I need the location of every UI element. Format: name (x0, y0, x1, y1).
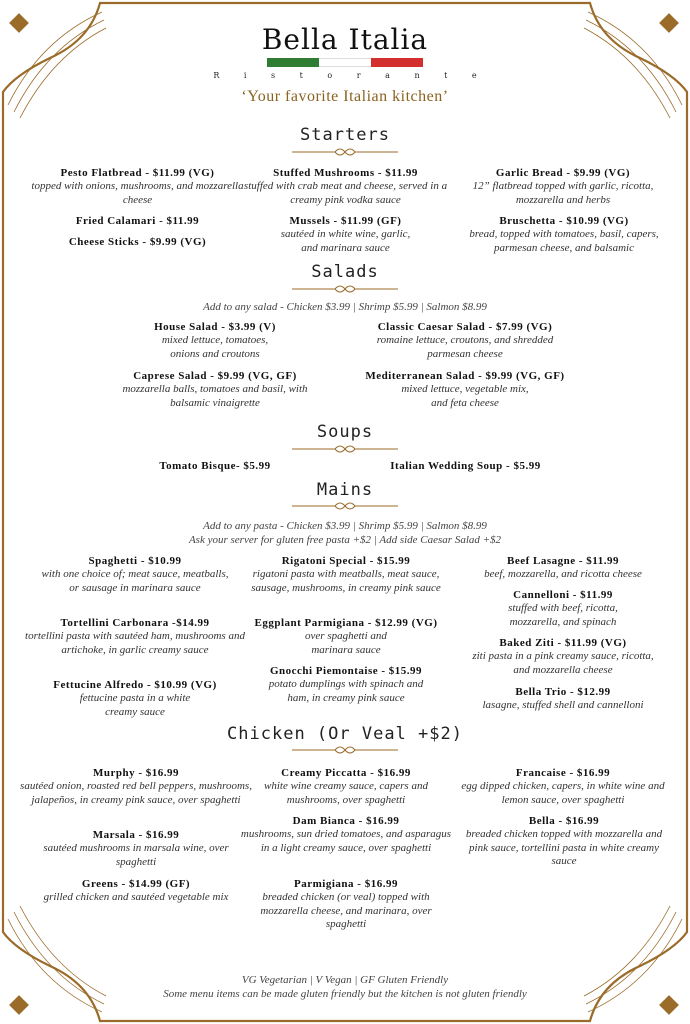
italian-flag-stripe (267, 58, 423, 67)
flourish-divider (0, 283, 690, 295)
flourish-divider (0, 443, 690, 455)
menu-item: Fried Calamari - $11.99 (75, 215, 200, 227)
menu-header (0, 22, 690, 106)
menu-item: Garlic Bread - $9.99 (VG) 12” flatbread topped with garlic, ricotta, mozzarella and herbs (472, 167, 654, 206)
gluten-free-note: Ask your server for gluten free pasta +$2 | Add side Caesar Salad +$2 (188, 534, 502, 546)
section-title-chicken: Chicken (Or Veal +$2) (227, 724, 463, 744)
menu-item: Beef Lasagne - $11.99 beef, mozzarella, and ricotta cheese (484, 555, 642, 580)
menu-item: Rigatoni Special - $15.99 rigatoni pasta with meatballs, meat sauce, sausage, mushrooms, in creamy pink sauce (251, 555, 441, 594)
section-title-mains: Mains (316, 480, 374, 500)
menu-item: Greens - $14.99 (GF) grilled chicken and sautéed vegetable mix (43, 878, 229, 903)
menu-item: Gnocchi Piemontaise - $15.99 potato dumplings with spinach and ham, in creamy pink sauce (268, 665, 424, 704)
menu-item: Eggplant Parmigiana - $12.99 (VG) over spaghetti and marinara sauce (254, 617, 438, 656)
menu-item: Cheese Sticks - $9.99 (VG) (68, 236, 207, 248)
menu-item: Baked Ziti - $11.99 (VG) ziti pasta in a pink creamy sauce, ricotta, and mozzarella cheese (472, 637, 654, 676)
menu-item: Tomato Bisque- $5.99 (159, 460, 271, 472)
menu-footer (0, 973, 690, 1001)
menu-item: Tortellini Carbonara -$14.99 tortellini pasta with sautéed ham, mushrooms and artichoke, in garlic creamy sauce (25, 617, 245, 656)
menu-item: Bella Trio - $12.99 lasagne, stuffed shell and cannelloni (482, 686, 644, 711)
menu-item: Mediterranean Salad - $9.99 (VG, GF) mixed lettuce, vegetable mix, and feta cheese (365, 370, 565, 409)
menu-item: Pesto Flatbread - $11.99 (VG) topped with onions, mushrooms, and mozzarella cheese (31, 167, 244, 206)
dietary-legend: VG Vegetarian | V Vegan | GF Gluten Friendly (241, 974, 449, 986)
menu-item: Creamy Piccatta - $16.99 white wine creamy sauce, capers and mushrooms, over spaghetti (264, 767, 428, 806)
menu-item: House Salad - $3.99 (V) mixed lettuce, tomatoes, onions and croutons (154, 321, 276, 360)
flourish-divider (0, 744, 690, 756)
tagline: ‘Your favorite Italian kitchen’ (241, 88, 449, 105)
section-title-starters: Starters (300, 125, 390, 145)
restaurant-name: Bella Italia (261, 23, 429, 56)
flourish-divider (0, 500, 690, 512)
menu-item: Cannelloni - $11.99 stuffed with beef, ricotta, mozzarella, and spinach (508, 589, 618, 628)
ristorante-subtitle: R i s t o r a n t e (213, 71, 488, 80)
menu-item: Marsala - $16.99 sautéed mushrooms in marsala wine, over spaghetti (43, 829, 229, 868)
flourish-divider (0, 146, 690, 158)
menu-item: Mussels - $11.99 (GF) sautéed in white wine, garlic, and marinara sauce (280, 215, 411, 254)
pasta-add-on-note: Add to any pasta - Chicken $3.99 | Shrimp $5.99 | Salmon $8.99 (203, 520, 487, 532)
section-title-soups: Soups (316, 422, 374, 442)
salad-add-on-note: Add to any salad - Chicken $3.99 | Shrimp $5.99 | Salmon $8.99 (203, 301, 487, 313)
menu-item: Caprese Salad - $9.99 (VG, GF) mozzarella balls, tomatoes and basil, with balsamic vinaigrette (122, 370, 308, 409)
menu-item: Bruschetta - $10.99 (VG) bread, topped with tomatoes, basil, capers, parmesan cheese, and balsamic (469, 215, 659, 254)
menu-item: Classic Caesar Salad - $7.99 (VG) romaine lettuce, croutons, and shredded parmesan cheese (376, 321, 554, 360)
menu-item: Francaise - $16.99 egg dipped chicken, capers, in white wine and lemon sauce, over spaghetti (461, 767, 665, 806)
menu-item: Stuffed Mushrooms - $11.99 stuffed with crab meat and cheese, served in a creamy pink vodka sauce (243, 167, 448, 206)
menu-item: Italian Wedding Soup - $5.99 (390, 460, 541, 472)
gluten-disclaimer: Some menu items can be made gluten friendly but the kitchen is not gluten friendly (163, 988, 527, 1000)
menu-item: Murphy - $16.99 sautéed onion, roasted red bell peppers, mushrooms, jalapeños, in creamy pink sauce, over spaghetti (20, 767, 252, 806)
section-title-salads: Salads (311, 262, 379, 282)
menu-item: Spaghetti - $10.99 with one choice of; meat sauce, meatballs, or sausage in marinara sauce (41, 555, 229, 594)
menu-item: Bella - $16.99 breaded chicken topped with mozzarella and pink sauce, tortellini pasta in white creamy sauce (465, 815, 663, 867)
menu-item: Parmigiana - $16.99 breaded chicken (or veal) topped with mozzarella cheese, and marinara, over spaghetti (260, 878, 432, 930)
menu-item: Dam Bianca - $16.99 mushrooms, sun dried tomatoes, and asparagus in a light creamy sauce, over spaghetti (240, 815, 452, 854)
menu-item: Fettucine Alfredo - $10.99 (VG) fettucine pasta in a white creamy sauce (53, 679, 217, 718)
